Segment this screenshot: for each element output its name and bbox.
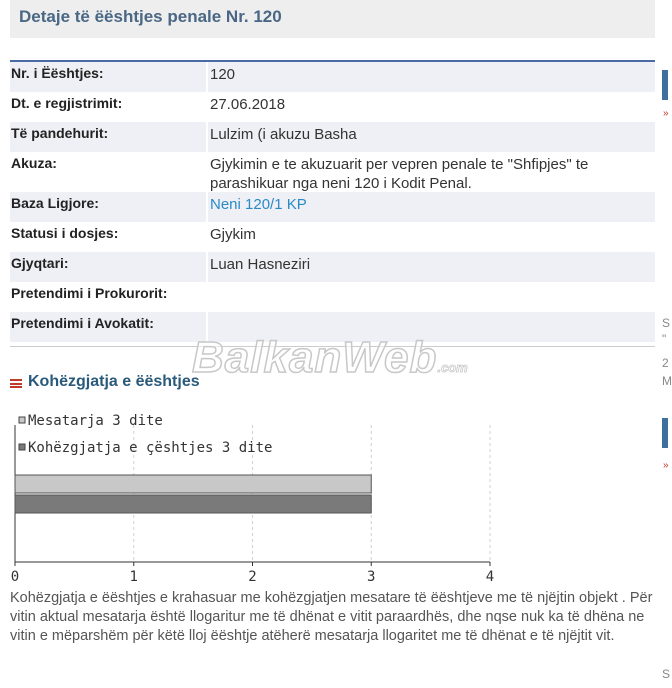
detail-row-defendants (10, 122, 655, 152)
x-tick-label: 1 (129, 569, 138, 585)
detail-label: Baza Ligjore: (11, 195, 99, 211)
detail-label: Pretendimi i Avokatit: (11, 315, 154, 331)
detail-label: Nr. i Ëështjes: (11, 65, 104, 81)
detail-row-case-number (10, 62, 655, 92)
detail-label: Gjyqtari: (11, 255, 69, 271)
detail-value: Lulzim (i akuzu Basha (206, 122, 655, 152)
legend-swatch (19, 444, 25, 450)
page-title: Detaje të ëështjes penale Nr. 120 (19, 7, 282, 26)
detail-row-prosecutor-claim (10, 282, 655, 312)
detail-row-legal-basis (10, 192, 655, 222)
sidebar-block (662, 70, 668, 100)
menu-icon (10, 379, 22, 388)
duration-chart (0, 405, 500, 585)
sidebar-marker: S (662, 667, 671, 681)
case-details-table (10, 62, 655, 342)
duration-chart-svg (0, 405, 500, 585)
sidebar-marker: » (663, 460, 669, 471)
page-title-bar (10, 0, 655, 38)
bar (15, 495, 371, 513)
detail-label: Statusi i dosjes: (11, 225, 119, 241)
sidebar-marker: 2 (662, 356, 669, 370)
sidebar-marker: M (662, 374, 672, 388)
legend-label: Kohëzgjatja e çështjes 3 dite (28, 440, 273, 456)
x-tick-label: 0 (10, 569, 20, 585)
detail-label: Akuza: (11, 155, 57, 171)
sidebar-marker: S (662, 316, 671, 330)
legal-basis-link[interactable]: Neni 120/1 KP (206, 192, 655, 222)
detail-value: 27.06.2018 (206, 92, 655, 122)
watermark-brand: BalkanWeb (192, 333, 438, 382)
legend-swatch (19, 417, 25, 423)
legend-label: Mesatarja 3 dite (28, 413, 163, 429)
sidebar-marker: » (663, 108, 669, 119)
watermark-suffix: .com (437, 360, 468, 375)
sidebar-marker: " (662, 332, 667, 346)
x-tick-label: 2 (248, 569, 257, 585)
detail-label: Të pandehurit: (11, 125, 109, 141)
duration-description: Kohëzgjatja e ëështjes e krahasuar me kohëzgjatjen mesatare të ëështjeve me të njëjtin objekt . Për vitin aktual mesatarja është llogaritur me të dhënat e vitit paraardhës, dhe nqse nuk ka të dhëna ne vitin e mëparshëm për këtë lloj ëështje atëherë mesatarja llogaritet me të dhënat e të njëjtit vit. (10, 590, 653, 644)
detail-row-judge (10, 252, 655, 282)
detail-row-status (10, 222, 655, 252)
bar (15, 475, 371, 493)
detail-value: Gjykimin e te akuzuarit per vepren penale te "Shfipjes" te parashikuar nga neni 120 i Kodit Penal. (206, 152, 655, 192)
detail-value: Gjykim (206, 222, 655, 252)
watermark-logo (192, 333, 468, 383)
duration-heading: Kohëzgjatja e ëështjes (28, 373, 200, 390)
detail-value: 120 (206, 62, 655, 92)
detail-label: Pretendimi i Prokurorit: (11, 285, 168, 301)
detail-value: Luan Hasneziri (206, 252, 655, 282)
duration-section-header (10, 373, 200, 391)
detail-row-charge (10, 152, 655, 192)
detail-value (206, 282, 655, 312)
x-tick-label: 3 (367, 569, 376, 585)
sidebar-block (662, 418, 668, 448)
detail-row-registration-date (10, 92, 655, 122)
detail-label: Dt. e regjistrimit: (11, 95, 123, 111)
x-tick-label: 4 (485, 569, 495, 585)
